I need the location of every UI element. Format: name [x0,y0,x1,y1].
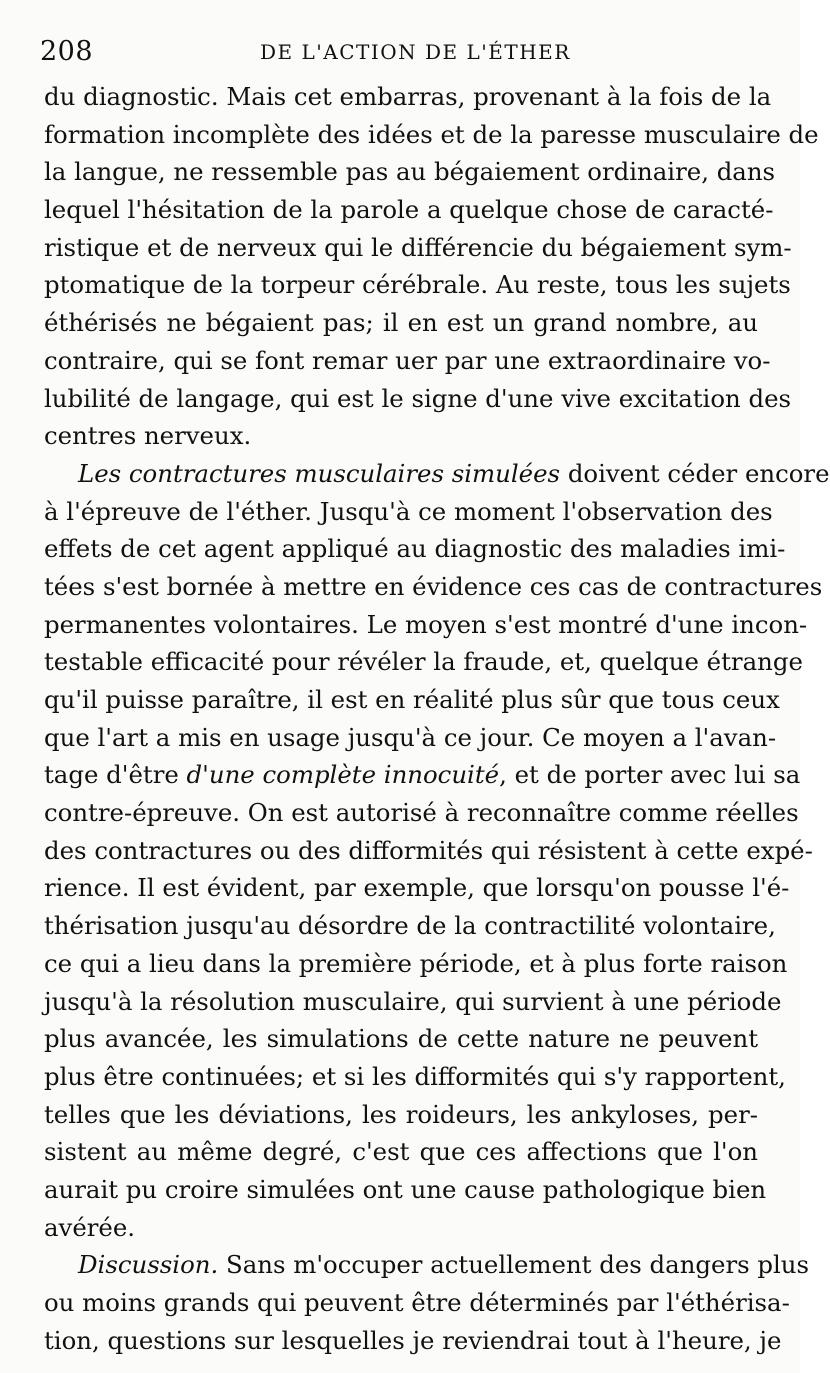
text-line: permanentes volontaires. Le moyen s'est montré d'une incon- [44,609,808,639]
text-run: , et de porter avec lui sa [499,760,801,790]
text-line: sistent au même degré, c'est que ces affections que l'on [44,1137,758,1167]
page-header [40,36,756,76]
text-line: contraire, qui se font remar uer par une extraordinaire vo- [44,345,771,375]
text-line: plus avancée, les simulations de cette nature ne peuvent [44,1024,758,1054]
text-line: du diagnostic. Mais cet embarras, provenant à la fois de la [44,82,772,111]
text-run: Sans m'occuper actuellement des dangers plus [218,1250,810,1280]
text-line: ou moins grands qui peuvent être déterminés par l'éthérisa- [44,1288,790,1317]
text-line: plus être continuées; et si les difformités qui s'y rapportent, [44,1061,786,1091]
text-run: tage d'être [44,760,187,790]
text-line: lequel l'hésitation de la parole a quelque chose de caracté- [44,195,774,225]
running-head: DE L'ACTION DE L'ÉTHER [260,40,571,64]
paragraph-opening-line [44,1246,810,1284]
text-line: contre-épreuve. On est autorisé à reconnaître comme réelles [44,798,799,828]
italic-term: d'une complète innocuité [186,760,500,790]
text-line: testable efficacité pour révéler la fraude, et, quelque étrange [44,647,803,677]
text-run: doivent céder encore [560,458,830,488]
text-line: tées s'est bornée à mettre en évidence ces cas de contractures [44,571,823,601]
text-line: qu'il puisse paraître, il est en réalité plus sûr que tous ceux [44,685,780,714]
text-line-mixed [44,756,801,794]
text-line: centres nerveux. [44,421,252,451]
text-line: ristique et de nerveux qui le différencie du bégaiement sym- [44,232,792,262]
text-line: effets de cet agent appliqué au diagnostic des maladies imi- [44,534,786,564]
text-line: à l'épreuve de l'éther. Jusqu'à ce moment l'observation des [44,496,773,526]
text-line: ce qui a lieu dans la première période, et à plus forte raison [44,948,788,978]
text-line: lubilité de langage, qui est le signe d'une vive excitation des [44,383,792,413]
text-line: aurait pu croire simulées ont une cause pathologique bien [44,1174,767,1204]
text-line: thérisation jusqu'au désordre de la contractilité volontaire, [44,911,776,941]
text-line: des contractures ou des difformités qui résistent à cette expé- [44,835,813,865]
text-line: éthérisés ne bégaient pas; il en est un grand nombre, au [44,308,758,338]
text-line: rience. Il est évident, par exemple, que lorsqu'on pousse l'é- [44,873,790,903]
text-line: telles que les déviations, les roideurs, les ankyloses, per- [44,1099,758,1129]
paragraph-opening-line [44,455,830,493]
text-line: ptomatique de la torpeur cérébrale. Au reste, tous les sujets [44,270,791,300]
text-line: avérée. [44,1212,136,1242]
text-line: jusqu'à la résolution musculaire, qui survient à une période [44,986,782,1016]
text-line: que l'art a mis en usage jusqu'à ce jour. Ce moyen a l'avan- [44,722,777,752]
text-line: formation incomplète des idées et de la paresse musculaire de [44,119,819,149]
text-line: la langue, ne ressemble pas au bégaiement ordinaire, dans [44,157,776,187]
body-text [44,78,830,1359]
italic-term: Les contractures musculaires simulées [78,458,561,488]
page-number: 208 [40,36,94,67]
text-line: tion, questions sur lesquelles je reviendrai tout à l'heure, je [44,1325,782,1355]
italic-term: Discussion. [78,1250,219,1280]
